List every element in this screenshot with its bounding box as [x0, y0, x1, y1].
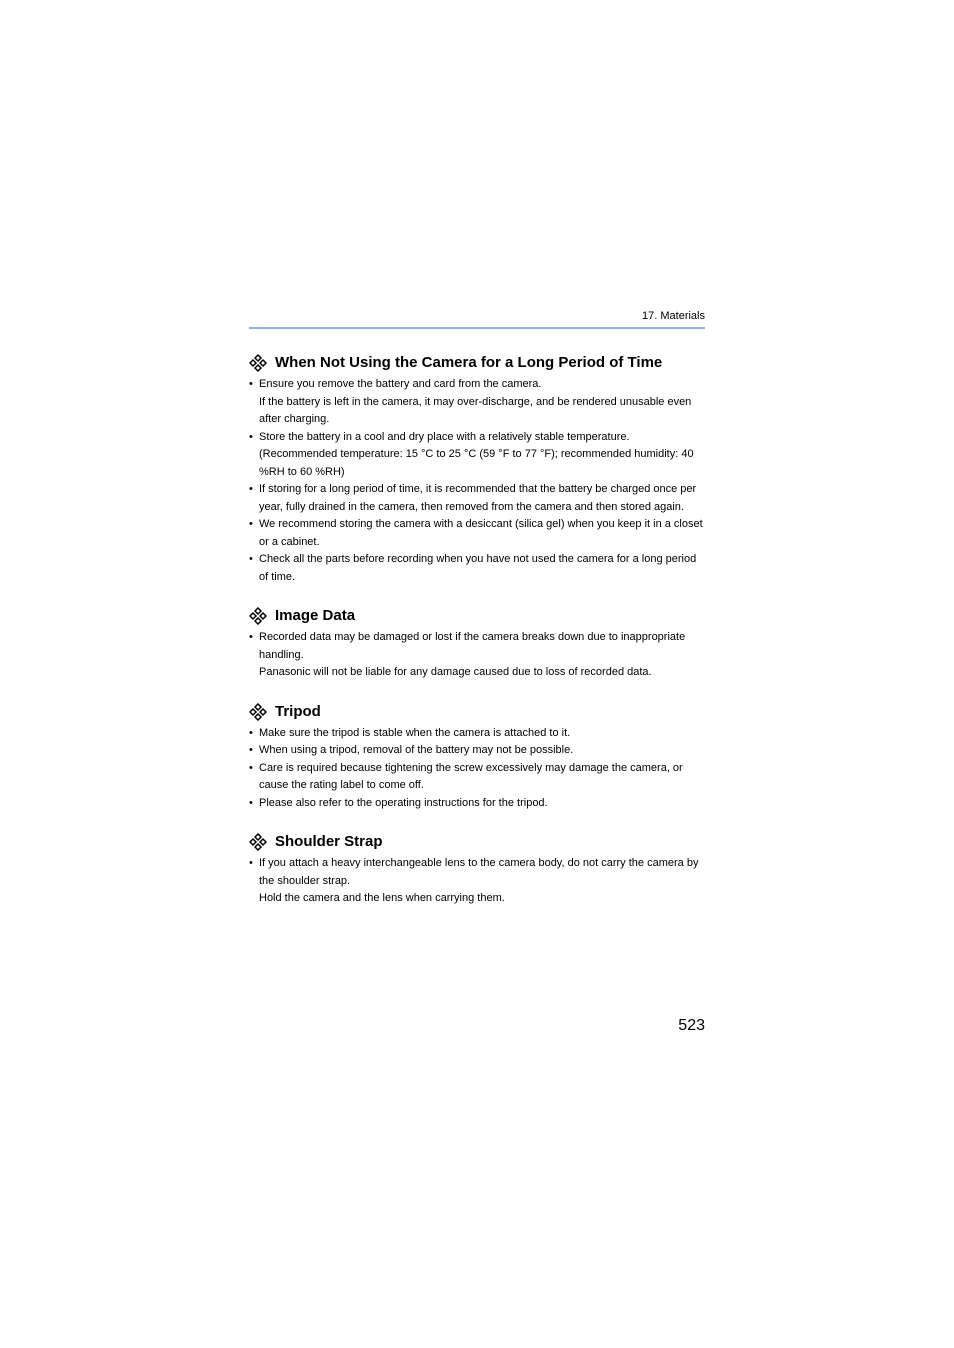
bullet-icon: • [249, 553, 253, 565]
chapter-header: 17. Materials [642, 310, 705, 322]
bullet-text: Store the battery in a cool and dry place with a relatively stable temperature. (Recommended temperature: 15 °C to 25 °C (59 °F to 77 °F); recommended humidity: 40 %RH to 60 %RH) [259, 430, 694, 478]
bullet-text: If the battery is left in the camera, it may over-discharge, and be rendered unusable even after charging. [259, 395, 692, 425]
bullet-text: Panasonic will not be liable for any damage caused due to loss of recorded data. [259, 666, 652, 678]
section-heading [249, 605, 705, 627]
bullet-icon: • [249, 744, 253, 756]
section-long-period-storage [249, 352, 705, 586]
bullet-text: We recommend storing the camera with a desiccant (silica gel) when you keep it in a closet or a cabinet. [259, 518, 703, 548]
bullet-text: If storing for a long period of time, it is recommended that the battery be charged once per year, fully drained in the camera, then removed from the camera and then stored again. [259, 483, 697, 513]
section-heading [249, 831, 705, 853]
four-diamonds-icon [249, 607, 267, 625]
list-item [249, 795, 705, 813]
section-heading [249, 352, 705, 374]
bullet-text: Make sure the tripod is stable when the camera is attached to it. [259, 726, 571, 739]
page-content [249, 352, 705, 927]
bullet-text: When using a tripod, removal of the battery may not be possible. [259, 744, 574, 756]
list-item [249, 551, 705, 586]
bullet-text: Hold the camera and the lens when carrying them. [259, 892, 505, 904]
section-title: Tripod [275, 702, 321, 720]
list-item [249, 725, 705, 743]
section-heading [249, 701, 705, 723]
bullet-icon: • [249, 726, 253, 739]
list-item [249, 760, 705, 795]
section-title: When Not Using the Camera for a Long Period of Time [275, 354, 663, 371]
list-item [249, 481, 705, 516]
section-image-data [249, 605, 705, 682]
page-number: 523 [678, 1017, 705, 1034]
section-title: Image Data [275, 607, 356, 624]
bullet-icon: • [249, 631, 253, 643]
list-item [249, 742, 705, 760]
list-item [249, 376, 705, 429]
bullet-icon: • [249, 518, 253, 530]
section-tripod [249, 701, 705, 813]
list-item [249, 855, 705, 908]
list-item [249, 516, 705, 551]
bullet-list [249, 855, 705, 908]
bullet-icon: • [249, 430, 253, 443]
bullet-list [249, 376, 705, 586]
four-diamonds-icon [249, 833, 267, 851]
bullet-icon: • [249, 483, 253, 495]
manual-page [249, 0, 705, 1348]
section-title: Shoulder Strap [275, 833, 383, 850]
four-diamonds-icon [249, 354, 267, 372]
bullet-text: If you attach a heavy interchangeable lens to the camera body, do not carry the camera by the shoulder strap. [259, 857, 699, 887]
bullet-icon: • [249, 796, 253, 809]
bullet-icon: • [249, 857, 253, 869]
header-divider [249, 327, 705, 329]
bullet-text: Please also refer to the operating instructions for the tripod. [259, 796, 548, 809]
bullet-text: Recorded data may be damaged or lost if the camera breaks down due to inappropriate handling. [259, 631, 686, 661]
bullet-icon: • [249, 761, 253, 774]
bullet-text: Check all the parts before recording when you have not used the camera for a long period of time. [259, 553, 697, 583]
bullet-list [249, 725, 705, 813]
four-diamonds-icon [249, 703, 267, 721]
bullet-list [249, 629, 705, 682]
section-shoulder-strap [249, 831, 705, 908]
list-item [249, 429, 705, 482]
bullet-icon: • [249, 378, 253, 390]
bullet-text: Care is required because tightening the screw excessively may damage the camera, or cause the rating label to come off. [259, 761, 683, 791]
list-item [249, 629, 705, 682]
bullet-text: Ensure you remove the battery and card from the camera. [259, 378, 542, 390]
